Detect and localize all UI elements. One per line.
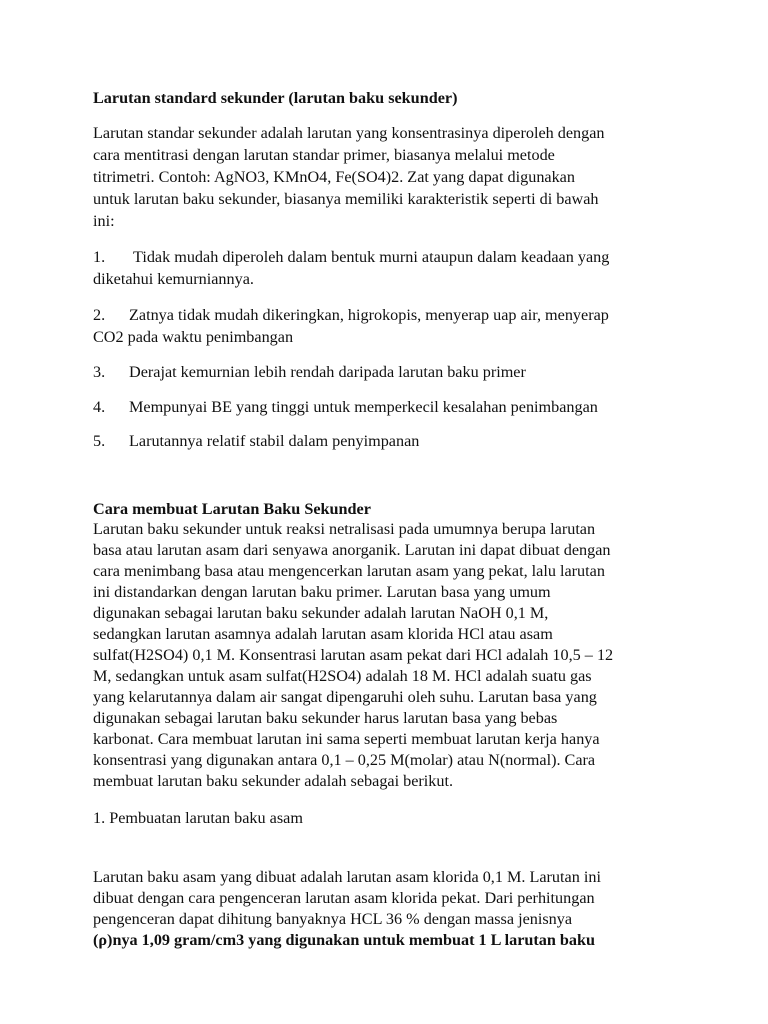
paragraph-line: sulfat(H2SO4) 0,1 M. Konsentrasi larutan asam pekat dari HCl adalah 10,5 – 12 [93, 646, 614, 664]
list-item-number: 5. [93, 432, 106, 450]
list-item [93, 397, 598, 417]
list-item [93, 431, 419, 451]
list-item-continuation: CO2 pada waktu penimbangan [93, 328, 294, 346]
list-item [93, 362, 526, 382]
paragraph-line: membuat larutan baku sekunder adalah sebagai berikut. [93, 772, 454, 790]
list-item-text: Mempunyai BE yang tinggi untuk memperkecil kesalahan penimbangan [129, 398, 598, 416]
paragraph-line: karbonat. Cara membuat larutan ini sama seperti membuat larutan kerja hanya [93, 730, 600, 748]
list-item-number: 1. [93, 248, 106, 266]
paragraph-line: Larutan baku asam yang dibuat adalah larutan asam klorida 0,1 M. Larutan ini [93, 868, 601, 886]
paragraph-line: Larutan baku sekunder untuk reaksi netralisasi pada umumnya berupa larutan [93, 520, 596, 538]
paragraph-line: Larutan standar sekunder adalah larutan yang konsentrasinya diperoleh dengan [93, 124, 605, 142]
list-item-continuation: diketahui kemurniannya. [93, 270, 254, 288]
paragraph-line: digunakan sebagai larutan baku sekunder adalah larutan NaOH 0,1 M, [93, 604, 549, 622]
paragraph-line: ini: [93, 212, 115, 230]
paragraph-line: konsentrasi yang digunakan antara 0,1 – 0,25 M(molar) atau N(normal). Cara [93, 751, 596, 769]
list-item [93, 305, 609, 325]
paragraph-line: sedangkan larutan asamnya adalah larutan asam klorida HCl atau asam [93, 625, 553, 643]
section-heading-how-to-make: Cara membuat Larutan Baku Sekunder [93, 500, 371, 518]
paragraph-line: digunakan sebagai larutan baku sekunder harus larutan basa yang bebas [93, 709, 558, 727]
paragraph-line: cara mentitrasi dengan larutan standar primer, biasanya melalui metode [93, 146, 555, 164]
list-item-text: Tidak mudah diperoleh dalam bentuk murni ataupun dalam keadaan yang [133, 248, 610, 266]
subsection-heading-acid-standard: 1. Pembuatan larutan baku asam [93, 809, 303, 827]
paragraph-line: cara menimbang basa atau mengencerkan larutan asam yang pekat, lalu larutan [93, 562, 605, 580]
list-item-number: 2. [93, 306, 106, 324]
list-item-text: Zatnya tidak mudah dikeringkan, higrokopis, menyerap uap air, menyerap [129, 306, 609, 324]
paragraph-line: M, sedangkan untuk asam sulfat(H2SO4) adalah 18 M. HCl adalah suatu gas [93, 667, 592, 685]
paragraph-line-bold: (ρ)nya 1,09 gram/cm3 yang digunakan untuk membuat 1 L larutan baku [93, 931, 596, 949]
section-heading-secondary-standard: Larutan standard sekunder (larutan baku sekunder) [93, 89, 458, 107]
list-item-number: 4. [93, 398, 106, 416]
paragraph-line: pengenceran dapat dihitung banyaknya HCL 36 % dengan massa jenisnya [93, 910, 573, 928]
list-item [93, 247, 609, 267]
list-item-number: 3. [93, 363, 106, 381]
list-item-text: Derajat kemurnian lebih rendah daripada larutan baku primer [129, 363, 526, 381]
paragraph-line: basa atau larutan asam dari senyawa anorganik. Larutan ini dapat dibuat dengan [93, 541, 611, 559]
list-item-text: Larutannya relatif stabil dalam penyimpanan [129, 432, 420, 450]
paragraph-line: untuk larutan baku sekunder, biasanya memiliki karakteristik seperti di bawah [93, 190, 599, 208]
paragraph-line: dibuat dengan cara pengenceran larutan asam klorida pekat. Dari perhitungan [93, 889, 595, 907]
paragraph-line: ini distandarkan dengan larutan baku primer. Larutan basa yang umum [93, 583, 551, 601]
paragraph-line: titrimetri. Contoh: AgNO3, KMnO4, Fe(SO4)2. Zat yang dapat digunakan [93, 168, 575, 186]
paragraph-line: yang kelarutannya dalam air sangat dipengaruhi oleh suhu. Larutan basa yang [93, 688, 597, 706]
